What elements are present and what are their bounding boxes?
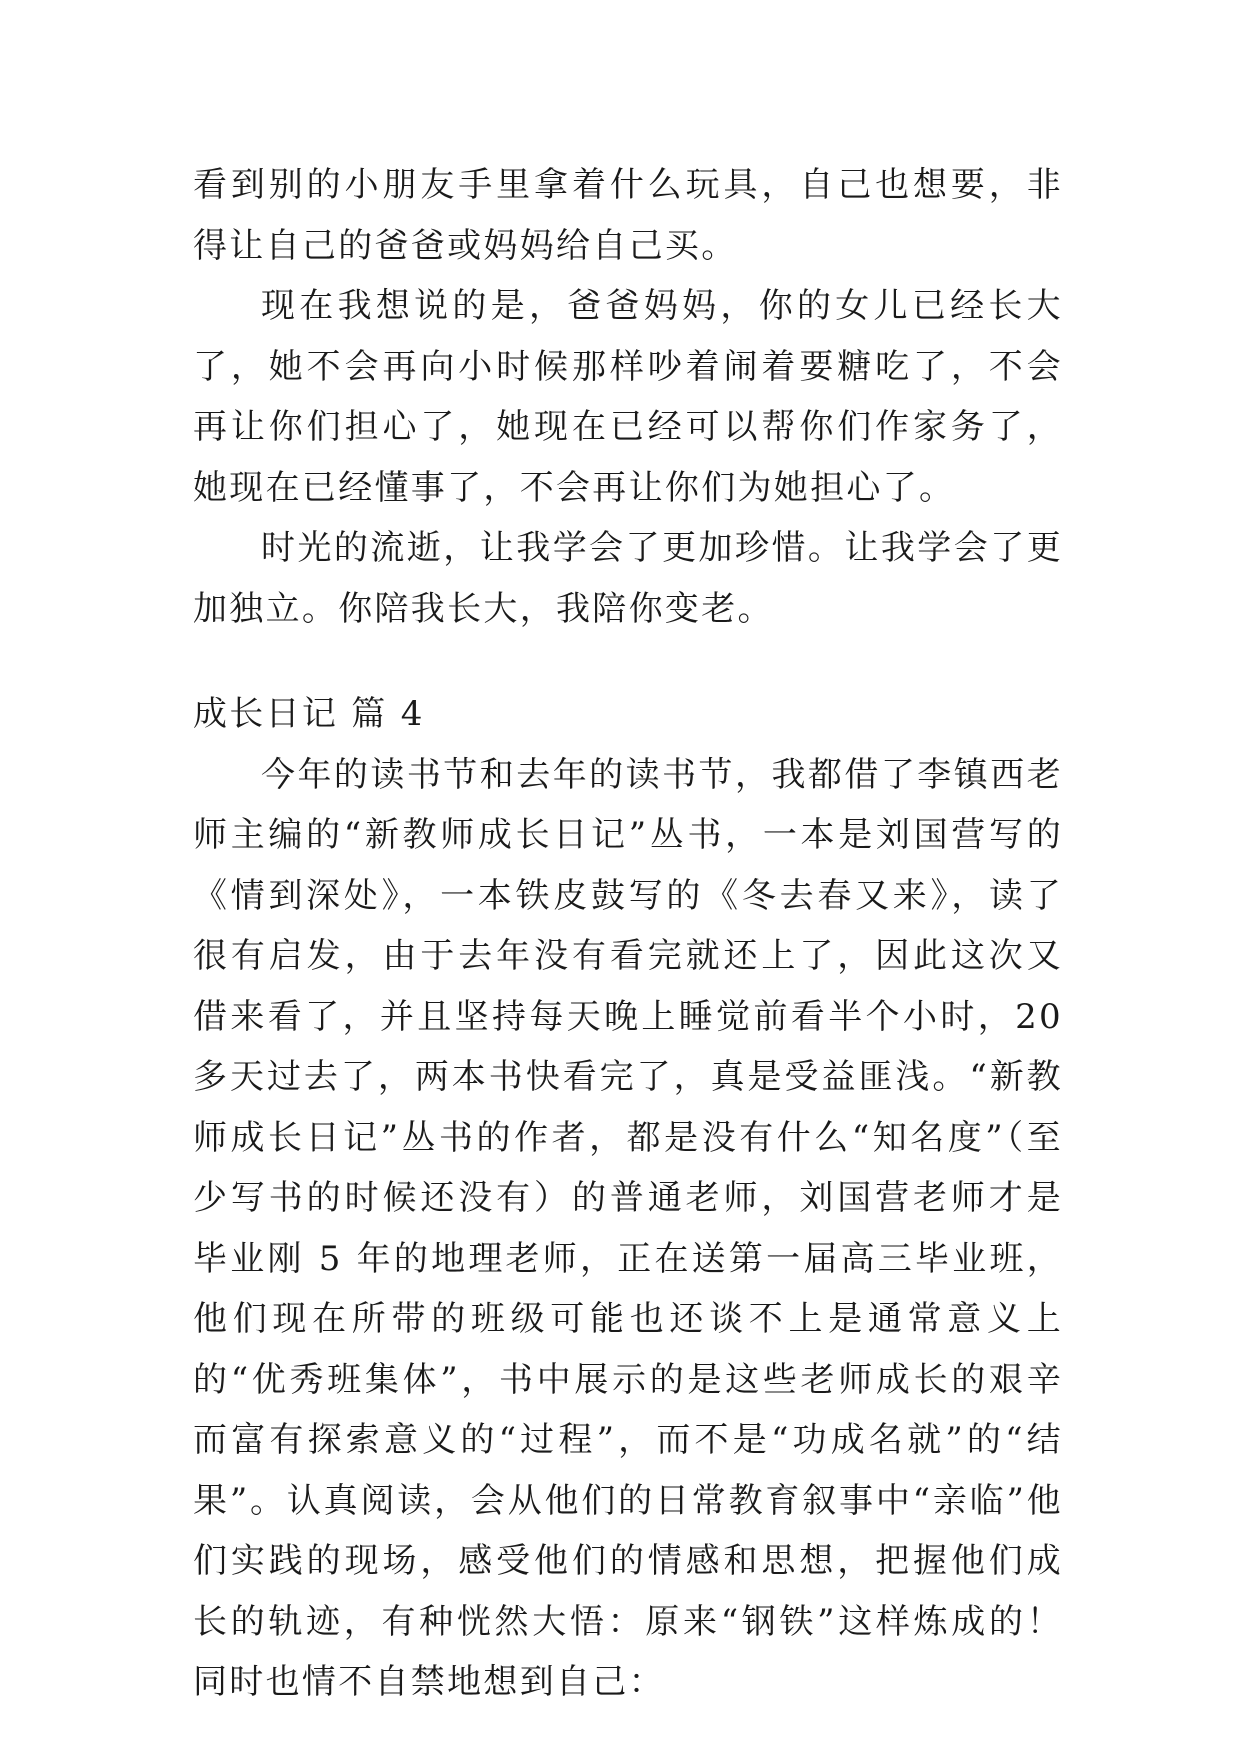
- document-page: [193, 155, 1063, 1713]
- section-title: 成长日记 篇 4: [193, 694, 425, 734]
- paragraph-time-passing: 时光的流逝，让我学会了更加珍惜。让我学会了更加独立。你陪我长大，我陪你变老。: [193, 528, 1063, 629]
- section-spacer: [193, 639, 1063, 684]
- section-body-paragraph: 今年的读书节和去年的读书节，我都借了李镇西老师主编的“新教师成长日记”丛书，一本是刘国营写的《情到深处》，一本铁皮鼓写的《冬去春又来》，读了很有启发，由于去年没有看完就还上了，因此这次又借来看了，并且坚持每天晚上睡觉前看半个小时，20 多天过去了，两本书快看完了，真是受益匪浅。“新教师成长日记”丛书的作者，都是没有什么“知名度”（至少写书的时候还没有）的普通老师，刘国营老师才是毕业刚 5 年的地理老师，正在送第一届高三毕业班，他们现在所带的班级可能也还谈不上是通常意义上的“优秀班集体”，书中展示的是这些老师成长的艰辛而富有探索意义的“过程”，而不是“功成名就”的“结果”。认真阅读，会从他们的日常教育叙事中“亲临”他们实践的现场，感受他们的情感和思想，把握他们成长的轨迹，有种恍然大悟：原来“钢铁”这样炼成的！同时也情不自禁地想到自己：: [193, 754, 1063, 1702]
- paragraph-daughter-grown: 现在我想说的是，爸爸妈妈，你的女儿已经长大了，她不会再向小时候那样吵着闹着要糖吃了，不会再让你们担心了，她现在已经可以帮你们作家务了，她现在已经懂事了，不会再让你们为她担心了。: [193, 286, 1063, 508]
- paragraph-continued: 看到别的小朋友手里拿着什么玩具，自己也想要，非得让自己的爸爸或妈妈给自己买。: [193, 165, 1063, 266]
